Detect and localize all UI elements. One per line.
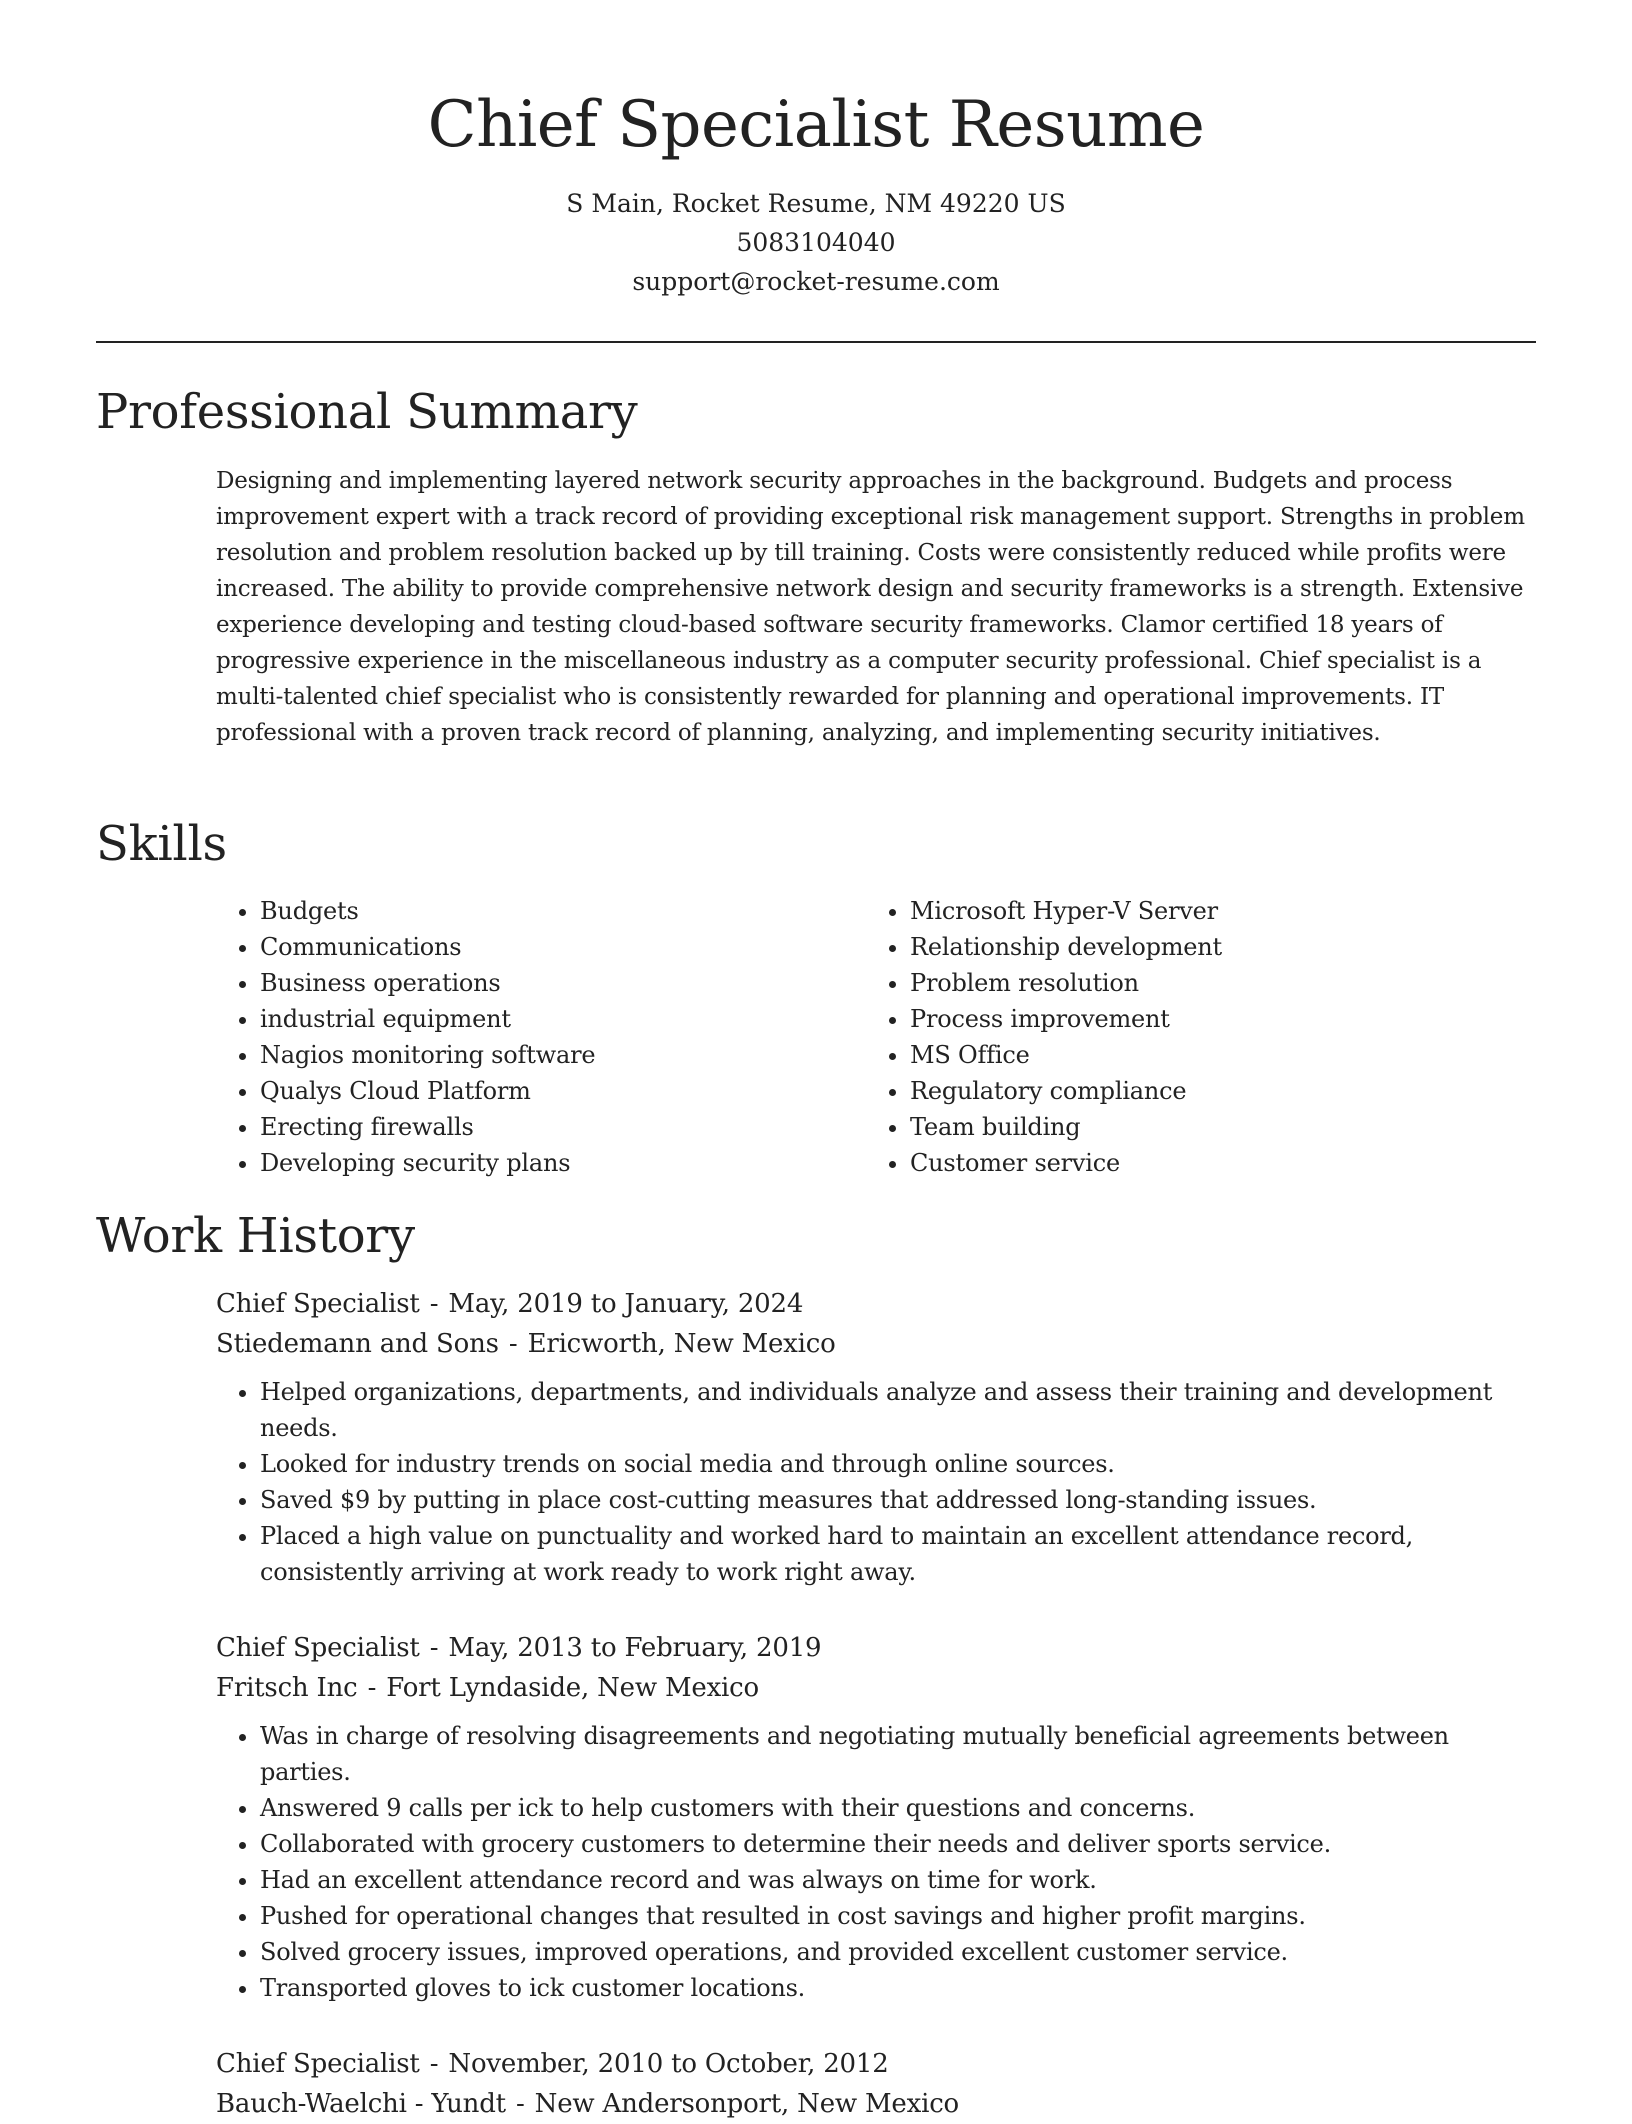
job-location: New Andersonport, New Mexico xyxy=(534,2089,960,2119)
job-title-line xyxy=(216,2044,1546,2084)
skill-item: • Communications xyxy=(260,929,860,965)
skill-item: • MS Office xyxy=(910,1037,1550,1073)
job-location: Ericworth, New Mexico xyxy=(527,1329,836,1359)
job-bullet: • Saved $9 by putting in place cost-cutting measures that addressed long-standing issues. xyxy=(260,1482,1546,1518)
job-bullets xyxy=(216,1374,1546,1590)
job-title: Chief Specialist xyxy=(216,1289,420,1319)
job-entry xyxy=(216,2044,1546,2124)
contact-email: support@rocket-resume.com xyxy=(632,267,1000,296)
separator: - xyxy=(516,2089,525,2119)
skill-item: • Qualys Cloud Platform xyxy=(260,1073,860,1109)
skill-item: • Regulatory compliance xyxy=(910,1073,1550,1109)
header-divider xyxy=(96,341,1536,343)
job-dates: May, 2019 to January, 2024 xyxy=(448,1289,804,1319)
summary-heading: Professional Summary xyxy=(96,384,638,440)
separator: - xyxy=(508,1329,518,1359)
job-bullet: • Collaborated with grocery customers to determine their needs and deliver sports service. xyxy=(260,1826,1546,1862)
skill-item: • Process improvement xyxy=(910,1001,1550,1037)
job-bullet: • Pushed for operational changes that resulted in cost savings and higher profit margins. xyxy=(260,1898,1546,1934)
job-company-line xyxy=(216,1324,1546,1364)
job-company: Bauch-Waelchi - Yundt xyxy=(216,2089,506,2119)
skills-list-left xyxy=(216,893,860,1181)
skill-item: • industrial equipment xyxy=(260,1001,860,1037)
skill-item: • Team building xyxy=(910,1109,1550,1145)
skill-item: • Microsoft Hyper-V Server xyxy=(910,893,1550,929)
job-title: Chief Specialist xyxy=(216,2049,420,2079)
work-history-heading: Work History xyxy=(96,1208,415,1264)
job-company-line xyxy=(216,1668,1546,1708)
job-location: Fort Lyndaside, New Mexico xyxy=(386,1673,759,1703)
job-company-line xyxy=(216,2084,1546,2124)
skill-item: • Erecting firewalls xyxy=(260,1109,860,1145)
summary-text: Designing and implementing layered network security approaches in the background. Budgets and process improvement expert with a track record of providing exceptional risk management support. Strengths in problem resolution and problem resolution backed up by till training. Costs were consistently reduced while profits were increased. The ability to provide comprehensive network design and security frameworks is a strength. Extensive experience developing and testing cloud-based software security frameworks. Clamor certified 18 years of progressive experience in the miscellaneous industry as a computer security professional. Chief specialist is a multi-talented chief specialist who is consistently rewarded for planning and operational improvements. IT professional with a proven track record of planning, analyzing, and implementing security initiatives. xyxy=(216,468,1525,746)
job-bullet: • Answered 9 calls per ick to help customers with their questions and concerns. xyxy=(260,1790,1546,1826)
skill-item: • Business operations xyxy=(260,965,860,1001)
job-title-line xyxy=(216,1284,1546,1324)
job-bullet: • Solved grocery issues, improved operations, and provided excellent customer service. xyxy=(260,1934,1546,1970)
separator: - xyxy=(429,2049,439,2079)
job-company: Stiedemann and Sons xyxy=(216,1329,499,1359)
skill-item: • Nagios monitoring software xyxy=(260,1037,860,1073)
resume-header xyxy=(0,80,1632,301)
job-entry xyxy=(216,1628,1546,2006)
skill-item: • Customer service xyxy=(910,1145,1550,1181)
job-bullet: • Was in charge of resolving disagreements and negotiating mutually beneficial agreements between parties. xyxy=(260,1718,1546,1790)
job-bullets xyxy=(216,1718,1546,2006)
skill-item: • Problem resolution xyxy=(910,965,1550,1001)
job-title-line xyxy=(216,1628,1546,1668)
job-bullet: • Had an excellent attendance record and was always on time for work. xyxy=(260,1862,1546,1898)
contact-phone: 5083104040 xyxy=(736,228,896,257)
job-entry xyxy=(216,1284,1546,1590)
contact-address: S Main, Rocket Resume, NM 49220 US xyxy=(566,189,1066,218)
job-company: Fritsch Inc xyxy=(216,1673,358,1703)
job-bullet: • Looked for industry trends on social media and through online sources. xyxy=(260,1446,1546,1482)
job-title: Chief Specialist xyxy=(216,1633,420,1663)
skills-list-right xyxy=(866,893,1550,1181)
job-bullet: • Placed a high value on punctuality and worked hard to maintain an excellent attendance record, consistently arriving at work ready to work right away. xyxy=(260,1518,1546,1590)
skill-item: • Developing security plans xyxy=(260,1145,860,1181)
job-dates: November, 2010 to October, 2012 xyxy=(448,2049,889,2079)
skill-item: • Relationship development xyxy=(910,929,1550,965)
skills-heading: Skills xyxy=(96,816,227,872)
separator: - xyxy=(429,1289,439,1319)
job-dates: May, 2013 to February, 2019 xyxy=(448,1633,822,1663)
resume-title: Chief Specialist Resume xyxy=(427,88,1205,162)
skill-item: • Budgets xyxy=(260,893,860,929)
job-bullet: • Transported gloves to ick customer locations. xyxy=(260,1970,1546,2006)
separator: - xyxy=(367,1673,377,1703)
job-bullet: • Helped organizations, departments, and individuals analyze and assess their training and development needs. xyxy=(260,1374,1546,1446)
separator: - xyxy=(429,1633,439,1663)
